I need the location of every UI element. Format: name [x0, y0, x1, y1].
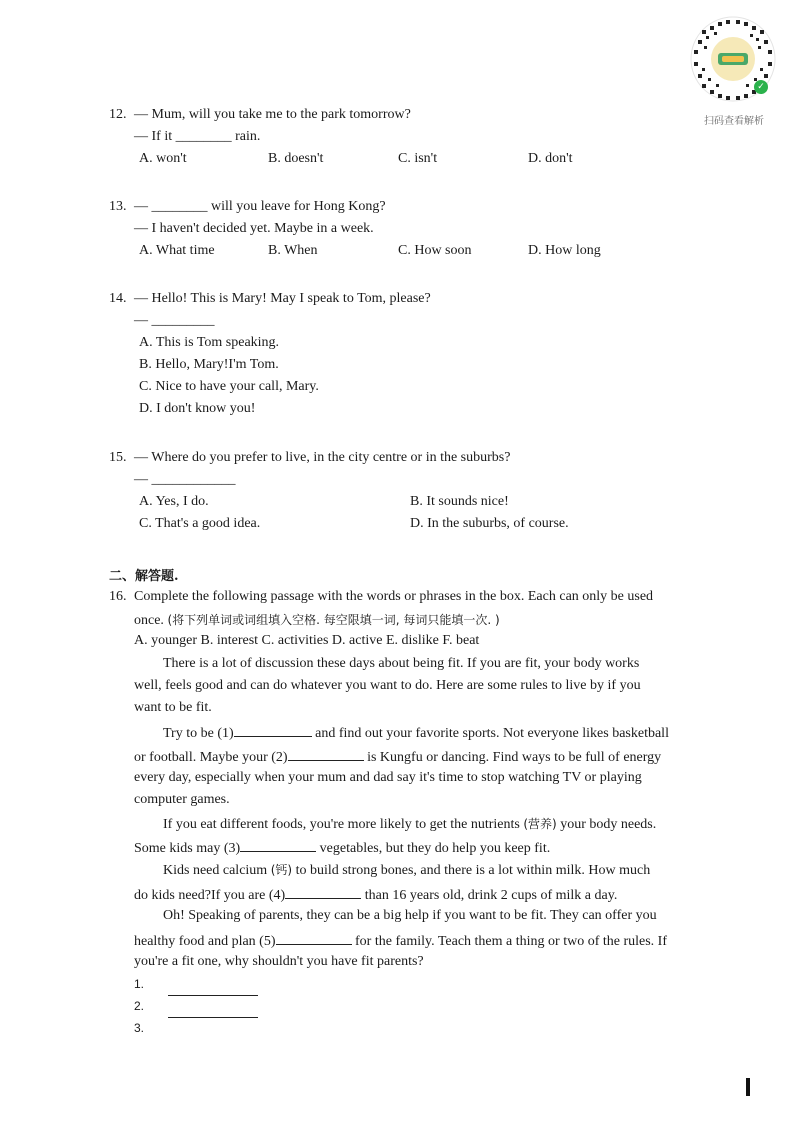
- question-stem: — Hello! This is Mary! May I speak to Tom, please?: [134, 291, 431, 306]
- question-stem: — ________ will you leave for Hong Kong?: [134, 199, 386, 214]
- passage-text: do kids need?If you are (4): [134, 888, 286, 903]
- option-a[interactable]: A. This is Tom speaking.: [139, 335, 280, 350]
- word-box: A. younger B. interest C. activities D. active E. dislike F. beat: [134, 633, 480, 648]
- passage-chinese: (钙): [270, 863, 293, 877]
- passage-text: vegetables, but they do help you keep fit.: [319, 841, 551, 856]
- option-d[interactable]: D. don't: [528, 151, 573, 166]
- option-b[interactable]: B. When: [268, 243, 318, 258]
- answer-line-2[interactable]: [168, 1016, 258, 1018]
- option-c[interactable]: C. How soon: [398, 243, 472, 258]
- question-number: 15.: [109, 450, 127, 465]
- passage-line: [163, 724, 669, 742]
- wechat-badge-icon: ✓: [754, 80, 768, 94]
- passage-line: well, feels good and can do whatever you want to do. Here are some rules to live by if you: [134, 678, 641, 693]
- passage-line: There is a lot of discussion these days about being fit. If you are fit, your body works: [163, 656, 640, 671]
- passage-text: If you eat different foods, you're more likely to get the nutrients: [163, 817, 520, 832]
- option-d[interactable]: D. How long: [528, 243, 601, 258]
- option-a[interactable]: A. Yes, I do.: [139, 494, 209, 509]
- question-stem: — Where do you prefer to live, in the city centre or in the suburbs?: [134, 450, 511, 465]
- passage-text: is Kungfu or dancing. Find ways to be full of energy: [367, 750, 662, 765]
- instruction-chinese: (将下列单词或词组填入空格. 每空限填一词, 每词只能填一次. ): [167, 613, 500, 627]
- answer-label-1: 1.: [134, 977, 145, 991]
- qr-caption: 扫码查看解析: [704, 116, 764, 127]
- passage-chinese: (营养): [523, 817, 557, 831]
- blank-3[interactable]: [240, 839, 316, 852]
- passage-line: [134, 748, 661, 766]
- passage-text: Kids need calcium: [163, 863, 268, 878]
- passage-text: than 16 years old, drink 2 cups of milk a day.: [364, 888, 618, 903]
- instruction-line: [134, 611, 500, 629]
- option-d[interactable]: D. In the suburbs, of course.: [410, 516, 569, 531]
- option-b[interactable]: B. doesn't: [268, 151, 324, 166]
- passage-text: to build strong bones, and there is a lot within milk. How much: [295, 863, 651, 878]
- passage-line: [134, 839, 550, 857]
- passage-line: computer games.: [134, 792, 230, 807]
- option-a[interactable]: A. won't: [139, 151, 187, 166]
- page-mark: [746, 1078, 750, 1096]
- passage-line: [134, 886, 617, 904]
- passage-text: healthy food and plan (5): [134, 934, 276, 949]
- passage-text: Some kids may (3): [134, 841, 241, 856]
- blank-2[interactable]: [288, 748, 364, 761]
- passage-text: or football. Maybe your (2): [134, 750, 288, 765]
- option-c[interactable]: C. isn't: [398, 151, 438, 166]
- option-a[interactable]: A. What time: [139, 243, 215, 258]
- question-stem: — If it ________ rain.: [134, 129, 261, 144]
- passage-line: you're a fit one, why shouldn't you have fit parents?: [134, 954, 424, 969]
- question-number: 16.: [109, 589, 127, 604]
- passage-text: and find out your favorite sports. Not everyone likes basketball: [315, 726, 669, 741]
- passage-line: every day, especially when your mum and dad say it's time to stop watching TV or playing: [134, 770, 642, 785]
- answer-line-1[interactable]: [168, 994, 258, 996]
- passage-text: Try to be (1): [163, 726, 234, 741]
- question-stem: — I haven't decided yet. Maybe in a week.: [134, 221, 374, 236]
- option-b[interactable]: B. Hello, Mary!I'm Tom.: [139, 357, 279, 372]
- question-stem: — _________: [134, 313, 215, 328]
- answer-label-2: 2.: [134, 999, 145, 1013]
- option-c[interactable]: C. Nice to have your call, Mary.: [139, 379, 319, 394]
- answer-label-3: 3.: [134, 1021, 145, 1035]
- blank-4[interactable]: [285, 886, 361, 899]
- passage-line: [134, 932, 667, 950]
- option-b[interactable]: B. It sounds nice!: [410, 494, 509, 509]
- question-number: 13.: [109, 199, 127, 214]
- passage-text: for the family. Teach them a thing or two of the rules. If: [355, 934, 667, 949]
- question-stem: — ____________: [134, 472, 236, 487]
- instruction-line: Complete the following passage with the words or phrases in the box. Each can only be used: [134, 589, 654, 604]
- passage-line: [163, 815, 656, 833]
- question-number: 12.: [109, 107, 127, 122]
- question-number: 14.: [109, 291, 127, 306]
- option-d[interactable]: D. I don't know you!: [139, 401, 256, 416]
- blank-1[interactable]: [234, 724, 312, 737]
- section-title: 二、解答题.: [109, 569, 179, 584]
- passage-text: your body needs.: [560, 817, 657, 832]
- option-c[interactable]: C. That's a good idea.: [139, 516, 261, 531]
- passage-line: Oh! Speaking of parents, they can be a big help if you want to be fit. They can offer you: [163, 908, 657, 923]
- blank-5[interactable]: [276, 932, 352, 945]
- question-stem: — Mum, will you take me to the park tomorrow?: [134, 107, 411, 122]
- instruction-text: once.: [134, 613, 164, 628]
- passage-line: want to be fit.: [134, 700, 212, 715]
- passage-line: [163, 861, 650, 879]
